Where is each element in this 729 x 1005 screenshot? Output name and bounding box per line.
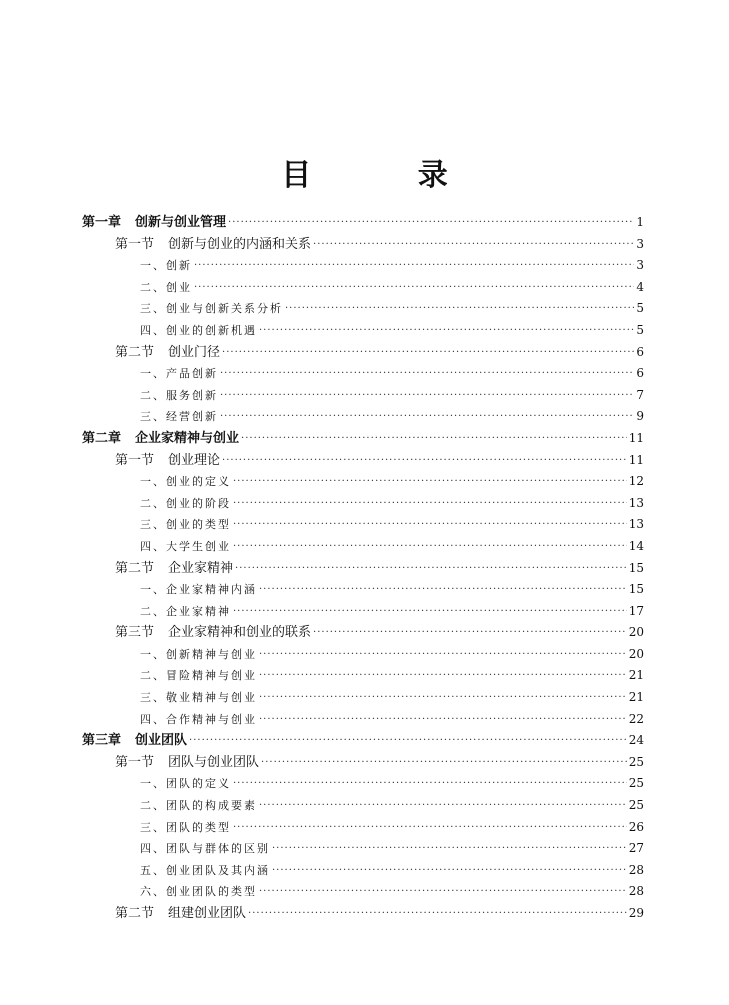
- toc-entry-page-number: 1: [636, 215, 644, 229]
- toc-entry-chapter: [82, 428, 644, 450]
- toc-entry-number: 第一节: [115, 754, 155, 770]
- toc-entry-page-number: 17: [628, 603, 644, 618]
- toc-entry-title: 二、团队的构成要素: [140, 799, 257, 813]
- toc-entry-page-number: 29: [628, 906, 644, 920]
- toc-entry-page-number: 24: [628, 733, 644, 748]
- toc-entry-item: [82, 385, 644, 407]
- toc-entry-label: [140, 644, 257, 666]
- toc-entry-item: [82, 773, 644, 795]
- dot-leader: [222, 450, 627, 472]
- dot-leader: [241, 428, 627, 450]
- toc-entry-item: [82, 255, 644, 277]
- toc-entry-item: [82, 665, 644, 687]
- dot-leader: [233, 514, 627, 536]
- toc-entry-page-number: 28: [628, 884, 644, 899]
- toc-entry-title: 组建创业团队: [168, 906, 247, 921]
- page-title: 目 录: [281, 158, 496, 193]
- toc-entry-title: 创业理论: [168, 452, 221, 468]
- toc-entry-page-number: 5: [636, 301, 644, 316]
- toc-entry-number: 第二节: [115, 560, 155, 576]
- toc-entry-page-number: 7: [636, 387, 644, 402]
- toc-entry-label: [140, 709, 257, 731]
- toc-entry-title: 三、团队的类型: [140, 820, 231, 834]
- toc-entry-title: 二、创业的阶段: [140, 496, 231, 510]
- toc-entry-page-number: 6: [636, 366, 644, 381]
- toc-entry-title: 一、创新: [140, 259, 192, 273]
- toc-entry-page-number: 12: [628, 474, 644, 489]
- toc-entry-title: 三、创业的类型: [140, 518, 231, 532]
- toc-entry-chapter: [82, 730, 644, 752]
- toc-entry-title: 创业团队: [135, 733, 188, 749]
- toc-entry-item: [82, 514, 644, 536]
- toc-entry-number: 第一节: [115, 452, 155, 468]
- toc-entry-label: [82, 428, 239, 450]
- toc-entry-item: [82, 601, 644, 623]
- toc-entry-title: 二、冒险精神与创业: [140, 669, 257, 683]
- toc-entry-label: [115, 450, 220, 472]
- dot-leader: [259, 320, 634, 342]
- toc-entry-label: [140, 514, 231, 536]
- toc-entry-page-number: 20: [628, 625, 644, 640]
- toc-entry-label: [140, 493, 231, 515]
- toc-entry-label: [115, 903, 246, 925]
- dot-leader: [233, 601, 627, 623]
- toc-entry-title: 四、团队与群体的区别: [140, 842, 270, 856]
- toc-entry-number: 第三节: [115, 625, 155, 641]
- toc-entry-item: [82, 687, 644, 709]
- toc-entry-item: [82, 406, 644, 428]
- toc-entry-label: [140, 277, 192, 299]
- toc-entry-label: [140, 363, 218, 385]
- toc-entry-title: 一、团队的定义: [140, 777, 231, 791]
- toc-entry-number: 第一章: [82, 215, 122, 230]
- dot-leader: [259, 881, 627, 903]
- toc-entry-label: [115, 622, 311, 644]
- toc-entry-label: [115, 342, 220, 364]
- dot-leader: [259, 795, 627, 817]
- toc-entry-label: [140, 579, 257, 601]
- dot-leader: [194, 255, 634, 277]
- toc-entry-item: [82, 838, 644, 860]
- toc-entry-page-number: 22: [628, 711, 644, 726]
- toc-entry-label: [82, 212, 226, 234]
- toc-entry-page-number: 5: [636, 322, 644, 337]
- toc-entry-label: [82, 730, 187, 752]
- toc-entry-title: 创新与创业的内涵和关系: [168, 236, 312, 252]
- toc-entry-label: [140, 255, 192, 277]
- toc-entry-page-number: 25: [628, 798, 644, 813]
- toc-entry-chapter: [82, 212, 644, 234]
- toc-entry-page-number: 11: [628, 430, 644, 445]
- toc-entry-page-number: 28: [628, 862, 644, 877]
- toc-entry-title: 二、服务创新: [140, 388, 218, 402]
- toc-entry-page-number: 27: [628, 841, 644, 856]
- toc-entry-section: [82, 234, 644, 256]
- toc-entry-page-number: 15: [628, 560, 644, 575]
- toc-entry-page-number: 25: [628, 776, 644, 791]
- toc-entry-section: [82, 342, 644, 364]
- toc-entry-page-number: 13: [628, 517, 644, 532]
- dot-leader: [259, 579, 627, 601]
- toc-entry-label: [140, 860, 270, 882]
- dot-leader: [220, 363, 634, 385]
- toc-entry-label: [140, 795, 257, 817]
- toc-entry-label: [140, 298, 283, 320]
- toc-entry-section: [82, 903, 644, 925]
- toc-entry-item: [82, 536, 644, 558]
- toc-entry-title: 企业家精神与创业: [135, 430, 240, 446]
- dot-leader: [235, 558, 627, 580]
- toc-entry-label: [140, 536, 231, 558]
- toc-entry-title: 二、企业家精神: [140, 604, 231, 618]
- dot-leader: [189, 730, 627, 752]
- toc-entry-title: 四、大学生创业: [140, 539, 231, 553]
- toc-entry-item: [82, 795, 644, 817]
- toc-entry-page-number: 4: [636, 279, 644, 294]
- toc-entry-item: [82, 493, 644, 515]
- toc-entry-title: 企业家精神和创业的联系: [168, 625, 312, 641]
- dot-leader: [233, 471, 627, 493]
- dot-leader: [233, 817, 627, 839]
- toc-entry-label: [115, 234, 311, 256]
- toc-entry-section: [82, 558, 644, 580]
- toc-entry-title: 一、创新精神与创业: [140, 647, 257, 661]
- toc-entry-label: [140, 471, 231, 493]
- toc-entry-title: 五、创业团队及其内涵: [140, 863, 270, 877]
- toc-entry-label: [140, 773, 231, 795]
- toc-entry-page-number: 20: [628, 646, 644, 661]
- toc-entry-title: 四、创业的创新机遇: [140, 323, 257, 337]
- toc-entry-label: [140, 601, 231, 623]
- dot-leader: [222, 342, 634, 364]
- toc-entry-number: 第二节: [115, 906, 155, 921]
- toc-entry-label: [140, 385, 218, 407]
- dot-leader: [259, 644, 627, 666]
- toc-entry-page-number: 6: [636, 344, 644, 359]
- toc-entry-label: [140, 687, 257, 709]
- toc-entry-page-number: 26: [628, 819, 644, 834]
- toc-entry-page-number: 3: [636, 236, 644, 251]
- dot-leader: [285, 298, 634, 320]
- dot-leader: [272, 838, 627, 860]
- toc-entry-number: 第三章: [82, 733, 122, 749]
- toc-entry-item: [82, 817, 644, 839]
- toc-entry-title: 三、经营创新: [140, 410, 218, 424]
- toc-entry-page-number: 15: [628, 582, 644, 597]
- dot-leader: [194, 277, 634, 299]
- dot-leader: [259, 709, 627, 731]
- toc-entry-number: 第二章: [82, 430, 122, 446]
- dot-leader: [220, 385, 634, 407]
- toc-entry-label: [140, 817, 231, 839]
- toc-entry-item: [82, 709, 644, 731]
- dot-leader: [259, 665, 627, 687]
- toc-entry-item: [82, 881, 644, 903]
- toc-entry-label: [115, 752, 259, 774]
- toc-entry-item: [82, 363, 644, 385]
- toc-entry-title: 一、创业的定义: [140, 475, 231, 489]
- toc-entry-page-number: 14: [628, 538, 644, 553]
- dot-leader: [228, 212, 634, 234]
- toc-entry-label: [140, 881, 257, 903]
- toc-entry-page-number: 21: [628, 690, 644, 705]
- toc-entry-page-number: 9: [636, 409, 644, 424]
- dot-leader: [313, 622, 627, 644]
- toc-entry-number: 第一节: [115, 236, 155, 252]
- dot-leader: [248, 903, 627, 925]
- toc-entry-section: [82, 450, 644, 472]
- dot-leader: [233, 493, 627, 515]
- toc-entry-label: [140, 406, 218, 428]
- toc-entry-label: [140, 320, 257, 342]
- toc-entry-item: [82, 277, 644, 299]
- toc-entry-label: [115, 558, 233, 580]
- toc-entry-item: [82, 298, 644, 320]
- toc-entry-item: [82, 320, 644, 342]
- toc-entry-title: 三、创业与创新关系分析: [140, 302, 283, 316]
- toc-entry-page-number: 3: [636, 258, 644, 273]
- toc-entry-title: 四、合作精神与创业: [140, 712, 257, 726]
- toc-entry-section: [82, 622, 644, 644]
- toc-entry-section: [82, 752, 644, 774]
- table-of-contents: [82, 212, 644, 925]
- toc-entry-page-number: 25: [628, 754, 644, 769]
- dot-leader: [272, 860, 627, 882]
- dot-leader: [259, 687, 627, 709]
- toc-entry-item: [82, 579, 644, 601]
- dot-leader: [261, 752, 627, 774]
- toc-entry-number: 第二节: [115, 344, 155, 360]
- toc-entry-item: [82, 860, 644, 882]
- toc-entry-title: 团队与创业团队: [168, 754, 260, 770]
- toc-entry-title: 二、创业: [140, 280, 192, 294]
- toc-entry-page-number: 11: [628, 452, 644, 467]
- toc-entry-page-number: 21: [628, 668, 644, 683]
- toc-entry-title: 一、企业家精神内涵: [140, 583, 257, 597]
- toc-entry-item: [82, 644, 644, 666]
- dot-leader: [233, 773, 627, 795]
- toc-entry-title: 三、敬业精神与创业: [140, 691, 257, 705]
- toc-entry-page-number: 13: [628, 495, 644, 510]
- toc-entry-label: [140, 665, 257, 687]
- dot-leader: [233, 536, 627, 558]
- toc-entry-title: 六、创业团队的类型: [140, 885, 257, 899]
- toc-entry-item: [82, 471, 644, 493]
- toc-entry-title: 创业门径: [168, 344, 221, 360]
- toc-entry-title: 创新与创业管理: [135, 215, 227, 230]
- toc-entry-title: 企业家精神: [168, 560, 234, 576]
- dot-leader: [313, 234, 634, 256]
- toc-entry-title: 一、产品创新: [140, 367, 218, 381]
- toc-entry-label: [140, 838, 270, 860]
- dot-leader: [220, 406, 634, 428]
